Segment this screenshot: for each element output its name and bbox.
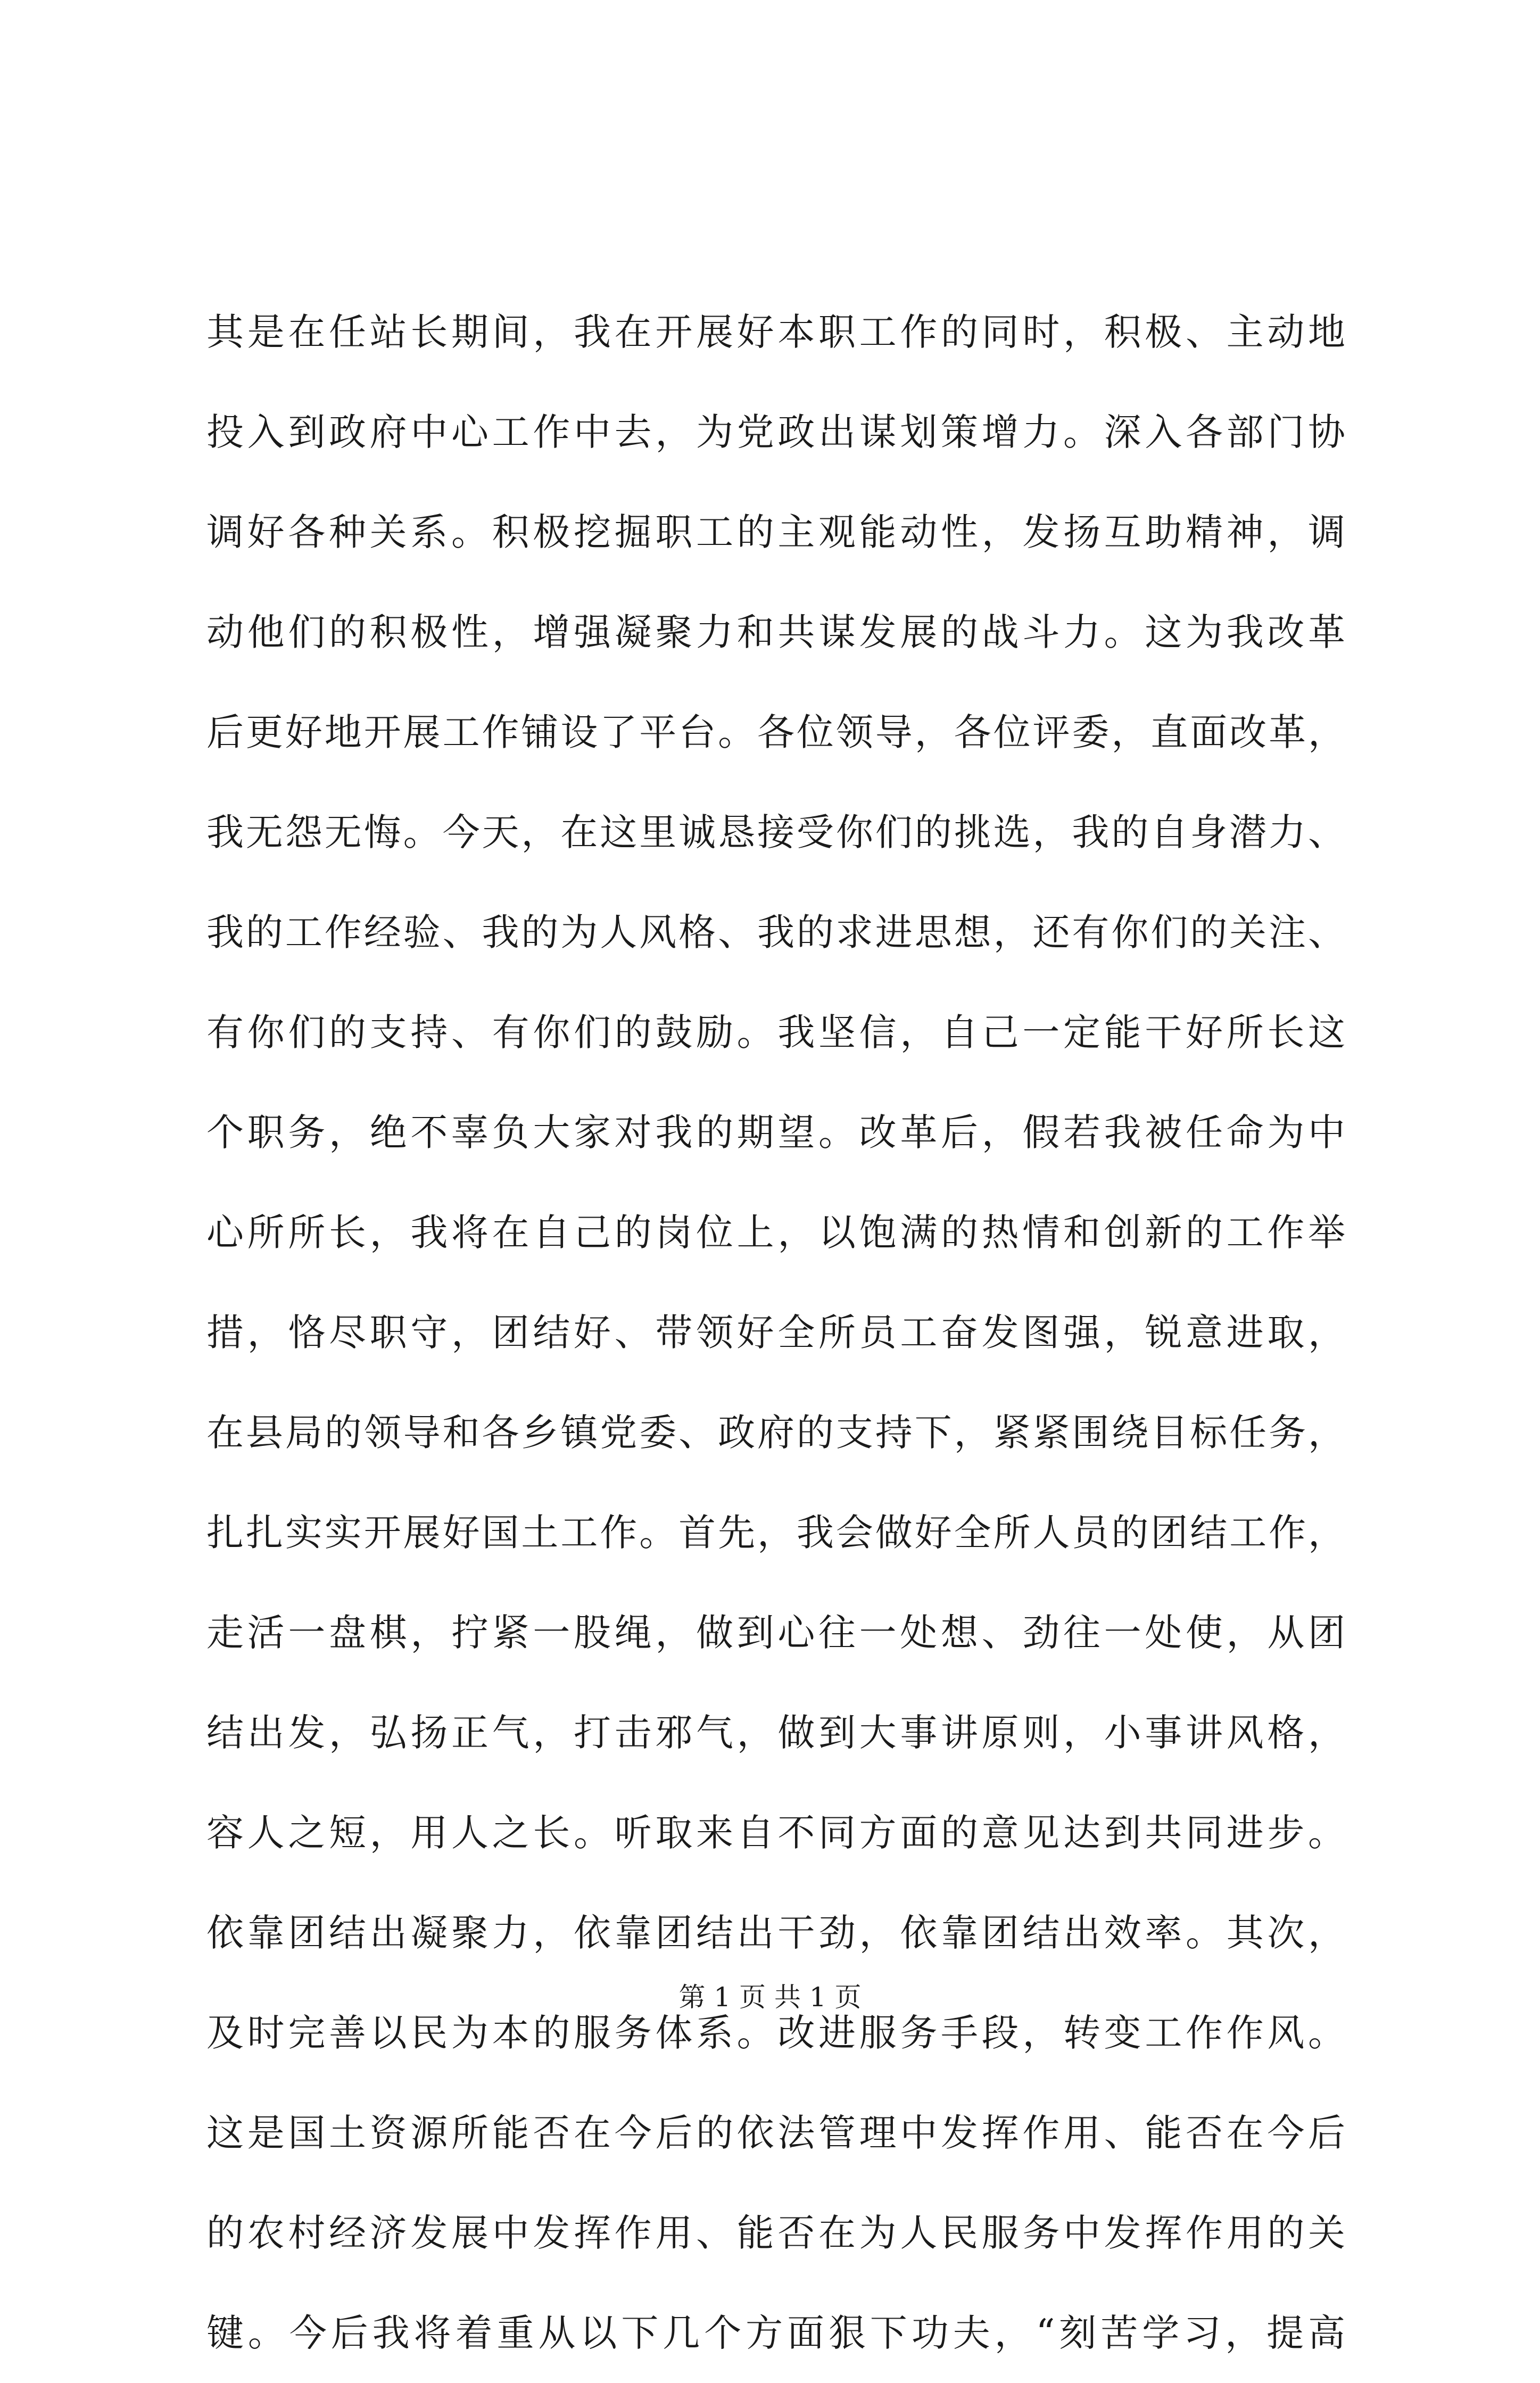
text-line: 动他们的积极性，增强凝聚力和共谋发展的战斗力。这为我改革 — [206, 610, 1345, 654]
text-line: 措，恪尽职守，团结好、带领好全所员工奋发图强，锐意进取， — [206, 1311, 1345, 1354]
text-line: 其是在任站长期间，我在开展好本职工作的同时，积极、主动地 — [206, 310, 1345, 354]
text-line: 结出发，弘扬正气，打击邪气，做到大事讲原则，小事讲风格， — [206, 1711, 1345, 1755]
text-line: 调好各种关系。积极挖掘职工的主观能动性，发扬互助精神，调 — [206, 510, 1345, 554]
text-line: 的农村经济发展中发挥作用、能否在为人民服务中发挥作用的关 — [206, 2211, 1345, 2255]
text-line: 依靠团结出凝聚力，依靠团结出干劲，依靠团结出效率。其次， — [206, 1911, 1345, 1955]
text-line: 在县局的领导和各乡镇党委、政府的支持下，紧紧围绕目标任务， — [206, 1411, 1345, 1454]
text-line: 扎扎实实开展好国土工作。首先，我会做好全所人员的团结工作， — [206, 1511, 1345, 1554]
body-text — [206, 282, 1345, 2383]
text-line: 个职务，绝不辜负大家对我的期望。改革后，假若我被任命为中 — [206, 1111, 1345, 1154]
text-line: 键。今后我将着重从以下几个方面狠下功夫，“刻苦学习，提高 — [206, 2311, 1345, 2355]
text-line: 我的工作经验、我的为人风格、我的求进思想，还有你们的关注、 — [206, 911, 1345, 954]
page-footer — [0, 1979, 1540, 2016]
text-line: 有你们的支持、有你们的鼓励。我坚信，自己一定能干好所长这 — [206, 1011, 1345, 1054]
text-line: 投入到政府中心工作中去，为党政出谋划策增力。深入各部门协 — [206, 410, 1345, 454]
page-number-label: 第 1 页 共 1 页 — [678, 1982, 862, 2013]
text-line: 及时完善以民为本的服务体系。改进服务手段，转变工作作风。 — [206, 2011, 1345, 2055]
text-line: 容人之短，用人之长。听取来自不同方面的意见达到共同进步。 — [206, 1811, 1345, 1855]
text-line: 我无怨无悔。今天，在这里诚恳接受你们的挑选，我的自身潜力、 — [206, 810, 1345, 854]
text-line: 这是国土资源所能否在今后的依法管理中发挥作用、能否在今后 — [206, 2111, 1345, 2155]
text-line: 走活一盘棋，拧紧一股绳，做到心往一处想、劲往一处使，从团 — [206, 1611, 1345, 1654]
text-line: 心所所长，我将在自己的岗位上，以饱满的热情和创新的工作举 — [206, 1211, 1345, 1254]
text-line: 后更好地开展工作铺设了平台。各位领导，各位评委，直面改革， — [206, 710, 1345, 754]
